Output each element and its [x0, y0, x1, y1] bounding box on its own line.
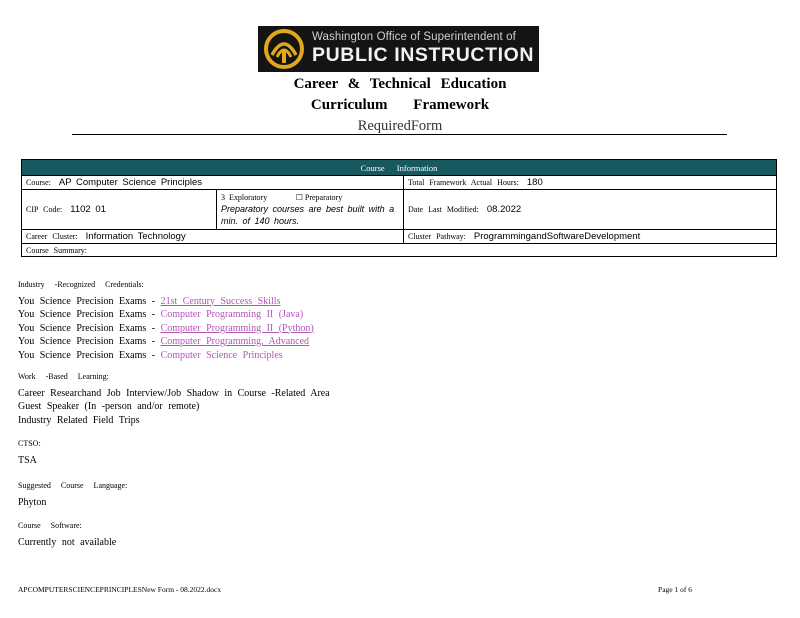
ospi-logo: [258, 26, 539, 72]
total-hours-label: Total Framework Actual Hours:: [408, 178, 519, 187]
course-info-heading: Course Information: [22, 160, 777, 176]
credential-link[interactable]: Computer Programming II (Python): [160, 322, 314, 334]
total-hours-value: 180: [526, 177, 543, 188]
ctso-section: [18, 437, 41, 467]
doc-title-line3: RequiredForm: [357, 118, 443, 134]
doc-title-line1: Career & Technical Education: [293, 76, 507, 92]
preparatory-note: Preparatory courses are best built with a min. of 140 hours.: [221, 204, 395, 226]
software-section: [18, 519, 116, 549]
work-based-item: Career Researchand Job Interview/Job Shadow in Course -Related Area: [18, 387, 330, 399]
cip-value: 1102 01: [70, 204, 106, 215]
exploratory-checkbox[interactable]: 3 Exploratory: [221, 193, 268, 202]
logo-title: PUBLIC INSTRUCTION: [312, 44, 535, 66]
credential-item: You Science Precision Exams - 21st Century Success Skills: [18, 295, 281, 307]
credential-link[interactable]: Computer Programming II (Java): [160, 309, 304, 320]
credential-link[interactable]: Computer Science Principles: [160, 349, 283, 361]
language-heading: Suggested Course Language:: [18, 481, 128, 490]
title-divider: [72, 134, 727, 135]
software-value: Currently not available: [18, 536, 117, 548]
course-info-table: [21, 159, 777, 257]
ctso-value: TSA: [18, 454, 37, 466]
date-value: 08.2022: [486, 204, 522, 215]
credential-link[interactable]: Computer Programming, Advanced: [160, 336, 310, 347]
course-label: Course:: [26, 178, 51, 187]
work-based-heading: Work -Based Learning:: [18, 372, 109, 381]
work-based-section: [18, 370, 330, 427]
work-based-item: Guest Speaker (In -person and/or remote): [18, 401, 200, 412]
credential-item: You Science Precision Exams - Computer Science Principles: [18, 349, 283, 361]
language-section: [18, 479, 127, 509]
credentials-section: [18, 278, 314, 362]
doc-title-line2: Curriculum Framework: [310, 97, 490, 113]
credential-item: You Science Precision Exams - Computer Programming II (Python): [18, 322, 314, 334]
logo-subtitle: Washington Office of Superintendent of: [312, 31, 516, 43]
cluster-value: Information Technology: [85, 231, 186, 242]
credentials-heading: Industry -Recognized Credentials:: [18, 280, 144, 289]
pathway-value: ProgrammingandSoftwareDevelopment: [473, 231, 641, 242]
summary-label: Course Summary:: [26, 245, 87, 255]
footer-filename: APCOMPUTERSCIENCEPRINCIPLESNew Form - 08.2022.docx: [18, 585, 222, 594]
credential-item: You Science Precision Exams - Computer Programming, Advanced: [18, 336, 310, 347]
course-value: AP Computer Science Principles: [58, 177, 203, 188]
empty-checkbox-icon: ☐: [295, 193, 303, 202]
pathway-label: Cluster Pathway:: [408, 232, 466, 241]
language-value: Phyton: [18, 496, 47, 508]
credential-link[interactable]: 21st Century Success Skills: [160, 295, 281, 307]
ctso-heading: CTSO:: [18, 439, 41, 448]
preparatory-checkbox[interactable]: ☐ Preparatory: [295, 193, 343, 202]
cluster-label: Career Cluster:: [26, 232, 78, 241]
ospi-emblem-icon: [262, 29, 306, 69]
date-label: Date Last Modified:: [408, 205, 479, 214]
cip-label: CIP Code:: [26, 205, 63, 214]
credential-item: You Science Precision Exams - Computer Programming II (Java): [18, 309, 304, 320]
work-based-item: Industry Related Field Trips: [18, 414, 140, 426]
software-heading: Course Software:: [18, 521, 82, 530]
footer-page-number: Page 1 of 6: [658, 585, 692, 594]
